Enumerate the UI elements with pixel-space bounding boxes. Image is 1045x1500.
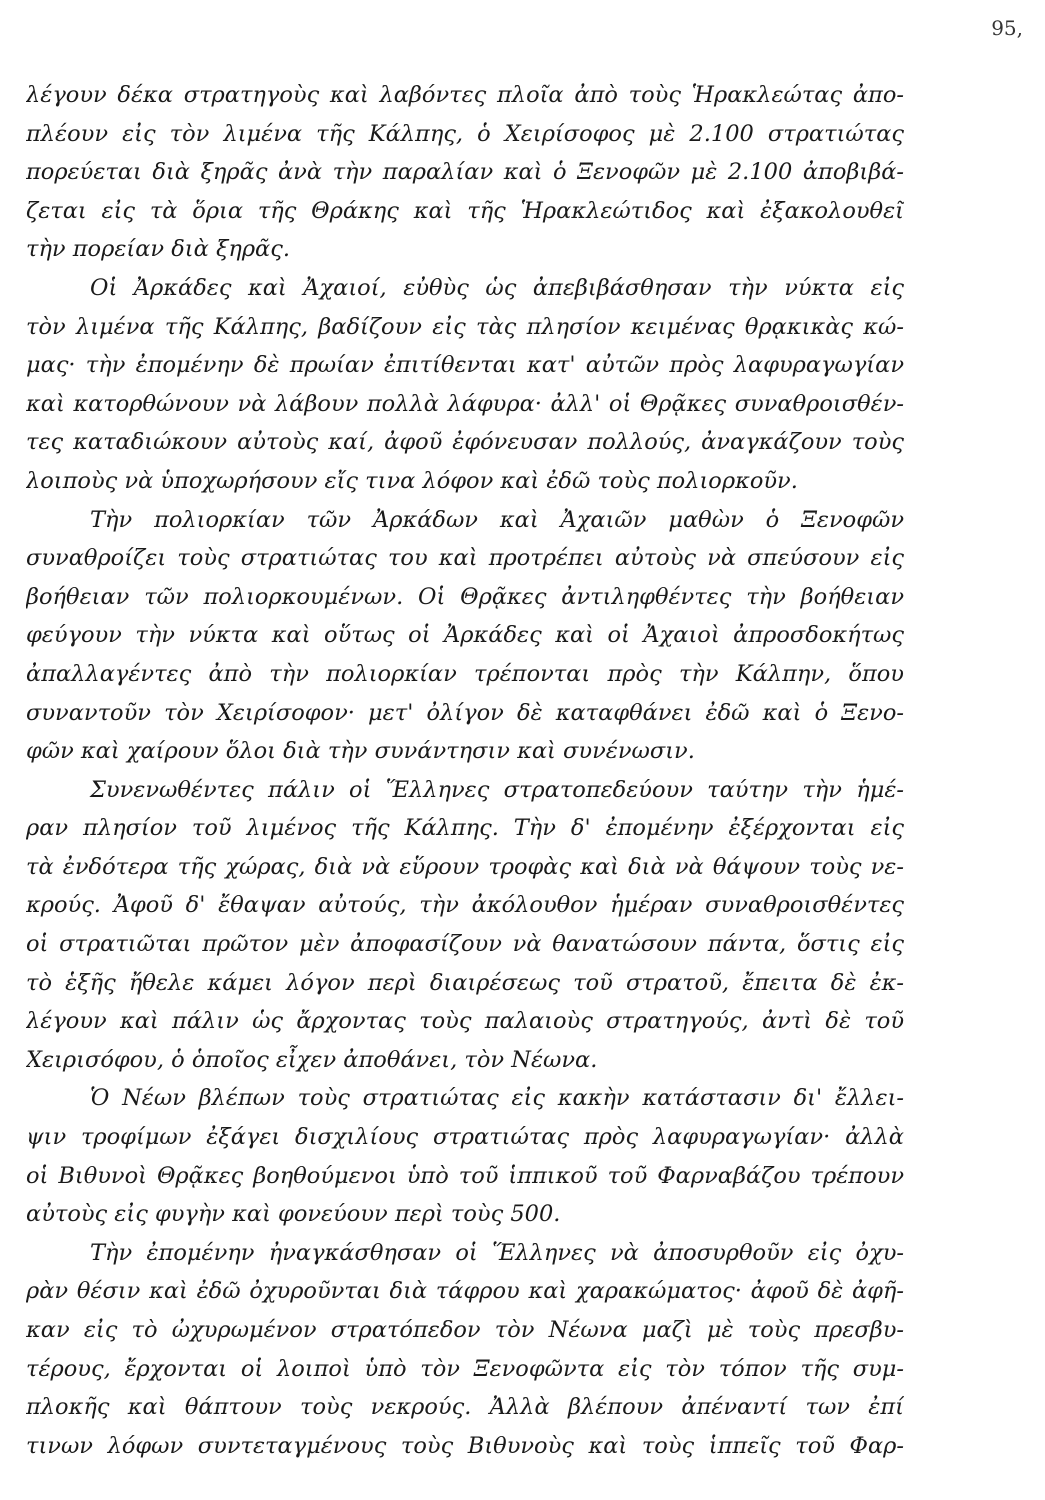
text-line: τινων λόφων συντεταγμένους τοὺς Βιθυνοὺς καὶ τοὺς ἱππεῖς τοῦ Φαρ- bbox=[26, 1432, 904, 1459]
text-line: τὸ ἑξῆς ἤθελε κάμει λόγον περὶ διαιρέσεως τοῦ στρατοῦ, ἔπειτα δὲ ἐκ- bbox=[26, 969, 904, 996]
text-line: φῶν καὶ χαίρουν ὅλοι διὰ τὴν συνάντησιν καὶ συνένωσιν. bbox=[26, 738, 695, 765]
paragraph bbox=[26, 1079, 904, 1233]
text-line: πλοκῆς καὶ θάπτουν τοὺς νεκρούς. Ἀλλὰ βλέπουν ἀπέναντί των ἐπί bbox=[26, 1394, 904, 1421]
body-text bbox=[26, 76, 904, 1465]
text-line: ρὰν θέσιν καὶ ἐδῶ ὀχυροῦνται διὰ τάφρου καὶ χαρακώματος· ἀφοῦ δὲ ἀφῆ- bbox=[26, 1278, 904, 1305]
text-line: τὰ ἐνδότερα τῆς χώρας, διὰ νὰ εὕρουν τροφὰς καὶ διὰ νὰ θάψουν τοὺς νε- bbox=[26, 853, 904, 880]
text-line: Τὴν πολιορκίαν τῶν Ἀρκάδων καὶ Ἀχαιῶν μαθὼν ὁ Ξενοφῶν bbox=[90, 506, 904, 533]
text-line: λέγουν δέκα στρατηγοὺς καὶ λαβόντες πλοῖα ἀπὸ τοὺς Ἡρακλεώτας ἀπο- bbox=[26, 82, 904, 108]
text-line: αὐτοὺς εἰς φυγὴν καὶ φονεύουν περὶ τοὺς 500. bbox=[26, 1201, 561, 1228]
text-line: ψιν τροφίμων ἐξάγει δισχιλίους στρατιώτας πρὸς λαφυραγωγίαν· ἀλλὰ bbox=[26, 1124, 904, 1151]
text-line: καὶ κατορθώνουν νὰ λάβουν πολλὰ λάφυρα· ἀλλ' οἱ Θρᾷκες συναθροισθέν- bbox=[26, 390, 904, 417]
text-line: Συνενωθέντες πάλιν οἱ Ἕλληνες στρατοπεδεύουν ταύτην τὴν ἡμέ- bbox=[90, 776, 904, 803]
text-line: τες καταδιώκουν αὐτοὺς καί, ἀφοῦ ἐφόνευσαν πολλούς, ἀναγκάζουν τοὺς bbox=[26, 429, 904, 456]
text-line: πορεύεται διὰ ξηρᾶς ἀνὰ τὴν παραλίαν καὶ ὁ Ξενοφῶν μὲ 2.100 ἀποβιβά- bbox=[26, 159, 904, 186]
page-number: 95, bbox=[991, 16, 1023, 40]
text-line: Οἱ Ἀρκάδες καὶ Ἀχαιοί, εὐθὺς ὡς ἀπεβιβάσθησαν τὴν νύκτα εἰς bbox=[90, 274, 904, 301]
text-line: Τὴν ἐπομένην ἠναγκάσθησαν οἱ Ἕλληνες νὰ ἀποσυρθοῦν εἰς ὀχυ- bbox=[90, 1239, 904, 1266]
text-line: τὸν λιμένα τῆς Κάλπης, βαδίζουν εἰς τὰς πλησίον κειμένας θρᾳκικὰς κώ- bbox=[26, 313, 904, 340]
text-line: πλέουν εἰς τὸν λιμένα τῆς Κάλπης, ὁ Χειρίσοφος μὲ 2.100 στρατιώτας bbox=[26, 120, 904, 147]
text-line: ραν πλησίον τοῦ λιμένος τῆς Κάλπης. Τὴν δ' ἐπομένην ἐξέρχονται εἰς bbox=[26, 815, 904, 842]
text-line: ζεται εἰς τὰ ὅρια τῆς Θράκης καὶ τῆς Ἡρακλεώτιδος καὶ ἐξακολουθεῖ bbox=[26, 197, 904, 224]
paragraph bbox=[26, 76, 904, 269]
text-line: κρούς. Ἀφοῦ δ' ἔθαψαν αὐτούς, τὴν ἀκόλουθον ἡμέραν συναθροισθέντες bbox=[26, 892, 904, 919]
text-line: φεύγουν τὴν νύκτα καὶ οὕτως οἱ Ἀρκάδες καὶ οἱ Ἀχαιοὶ ἀπροσδοκήτως bbox=[26, 622, 904, 649]
text-line: λέγουν καὶ πάλιν ὡς ἄρχοντας τοὺς παλαιοὺς στρατηγούς, ἀντὶ δὲ τοῦ bbox=[26, 1008, 904, 1035]
paragraph bbox=[26, 771, 904, 1080]
text-line: συναντοῦν τὸν Χειρίσοφον· μετ' ὀλίγον δὲ καταφθάνει ἐδῶ καὶ ὁ Ξενο- bbox=[26, 699, 904, 726]
text-line: οἱ Βιθυνοὶ Θρᾷκες βοηθούμενοι ὑπὸ τοῦ ἱππικοῦ τοῦ Φαρναβάζου τρέπουν bbox=[26, 1162, 904, 1189]
text-line: τέρους, ἔρχονται οἱ λοιποὶ ὑπὸ τὸν Ξενοφῶντα εἰς τὸν τόπον τῆς συμ- bbox=[26, 1355, 904, 1382]
paragraph bbox=[26, 269, 904, 501]
text-line: Χειρισόφου, ὁ ὁποῖος εἶχεν ἀποθάνει, τὸν Νέωνα. bbox=[26, 1046, 598, 1073]
paragraph bbox=[26, 1234, 904, 1466]
text-line: τὴν πορείαν διὰ ξηρᾶς. bbox=[26, 236, 291, 263]
text-line: συναθροίζει τοὺς στρατιώτας του καὶ προτρέπει αὐτοὺς νὰ σπεύσουν εἰς bbox=[26, 545, 904, 572]
text-line: οἱ στρατιῶται πρῶτον μὲν ἀποφασίζουν νὰ θανατώσουν πάντα, ὅστις εἰς bbox=[26, 931, 904, 958]
text-line: Ὁ Νέων βλέπων τοὺς στρατιώτας εἰς κακὴν κατάστασιν δι' ἔλλει- bbox=[90, 1085, 904, 1112]
text-line: καν εἰς τὸ ὠχυρωμένον στρατόπεδον τὸν Νέωνα μαζὶ μὲ τοὺς πρεσβυ- bbox=[26, 1317, 904, 1343]
text-line: βοήθειαν τῶν πολιορκουμένων. Οἱ Θρᾷκες ἀντιληφθέντες τὴν βοήθειαν bbox=[26, 583, 904, 610]
paragraph bbox=[26, 501, 904, 771]
text-line: ἀπαλλαγέντες ἀπὸ τὴν πολιορκίαν τρέπονται πρὸς τὴν Κάλπην, ὅπου bbox=[26, 660, 904, 687]
text-line: λοιποὺς νὰ ὑποχωρήσουν εἴς τινα λόφον καὶ ἐδῶ τοὺς πολιορκοῦν. bbox=[26, 467, 798, 494]
text-line: μας· τὴν ἐπομένην δὲ πρωίαν ἐπιτίθενται κατ' αὐτῶν πρὸς λαφυραγωγίαν bbox=[26, 352, 904, 379]
